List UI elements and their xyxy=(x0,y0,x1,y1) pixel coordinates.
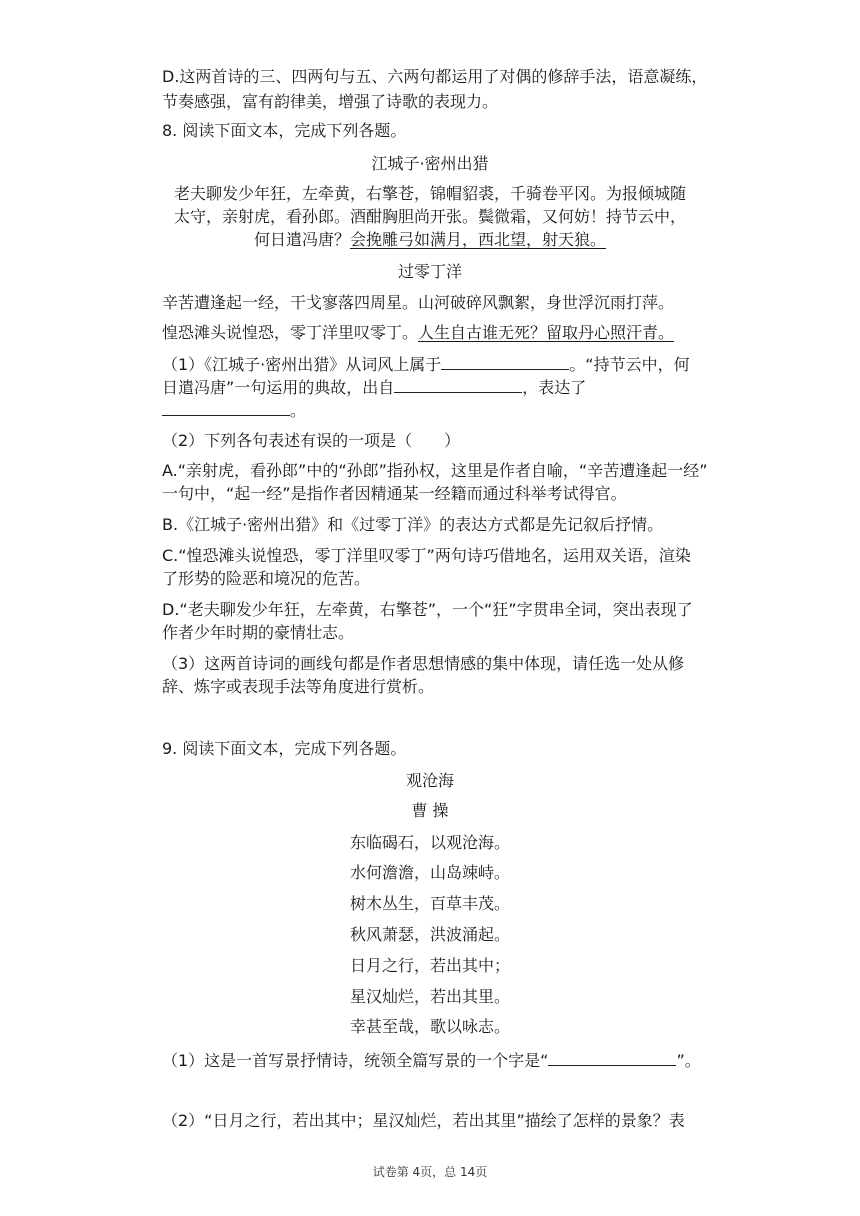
q8-option-d-line2: 作者少年时期的豪情壮志。 xyxy=(162,623,355,642)
q8-sub3-line2: 辞、炼字或表现手法等角度进行赏析。 xyxy=(162,677,435,696)
q8-option-a-line1: A.“亲射虎，看孙郎”中的“孙郎”指孙权，这里是作者自喻，“辛苦遭逢起一经” xyxy=(162,461,708,480)
q8-poem2-line1: 辛苦遭逢起一经，干戈寥落四周星。山河破碎风飘絮，身世浮沉雨打萍。 xyxy=(162,293,675,312)
q9-poem-line: 日月之行，若出其中； xyxy=(349,956,510,975)
q9-intro: 9. 阅读下面文本，完成下列各题。 xyxy=(162,739,407,758)
q8-poem1-line2: 太守，亲射虎，看孙郎。酒酣胸胆尚开张。鬓微霜，又何妨！持节云中， xyxy=(173,207,686,226)
page-footer: 试卷第 4页，总 14页 xyxy=(372,1165,488,1179)
q8-intro: 8. 阅读下面文本，完成下列各题。 xyxy=(162,121,407,140)
q8-poem2-line2 xyxy=(162,322,674,344)
q9-sub1 xyxy=(162,1049,701,1072)
q8-option-c-line1: C.“惶恐滩头说惶恐，零丁洋里叹零丁”两句诗巧借地名，运用双关语，渲染 xyxy=(162,546,691,565)
q9-poem-line: 幸甚至哉，歌以咏志。 xyxy=(349,1017,510,1036)
q8-sub1-text-d: ，表达了 xyxy=(522,378,587,397)
q9-poem-title: 观沧海 xyxy=(405,771,454,790)
q8-option-c-line2: 了形势的险恶和境况的危苦。 xyxy=(162,569,371,588)
q9-poem-line: 水何澹澹，山岛竦峙。 xyxy=(349,863,510,882)
q9-sub2: （2）“日月之行，若出其中；星汉灿烂，若出其里”描绘了怎样的景象？表 xyxy=(162,1111,685,1130)
q9-poem-line: 树木丛生，百草丰茂。 xyxy=(349,894,510,913)
q8-sub2: （2）下列各句表述有误的一项是（ ） xyxy=(162,431,461,450)
q8-sub3-line1: （3）这两首诗词的画线句都是作者思想情感的集中体现，请任选一处从修 xyxy=(162,654,685,673)
answer-blank[interactable] xyxy=(548,1049,676,1066)
answer-blank[interactable] xyxy=(441,353,569,370)
q8-sub1-text-e: 。 xyxy=(290,401,307,420)
q8-poem1-line3 xyxy=(0,229,860,251)
q8-poem1-line3-plain: 何日遣冯唐？ xyxy=(253,230,350,249)
q8-sub1-line3 xyxy=(162,399,306,422)
q9-poem-author: 曹 操 xyxy=(411,801,449,820)
answer-blank[interactable] xyxy=(394,376,522,393)
q8-sub1-text-c: 日遣冯唐”一句运用的典故，出自 xyxy=(162,378,395,397)
q8-poem2-line2-plain: 惶恐滩头说惶恐，零丁洋里叹零丁。 xyxy=(162,323,419,342)
q8-sub1-line2 xyxy=(162,376,586,399)
q9-poem-line: 秋风萧瑟，洪波涌起。 xyxy=(349,925,510,944)
q8-option-b: B.《江城子·密州出猎》和《过零丁洋》的表达方式都是先记叙后抒情。 xyxy=(162,515,664,534)
q8-poem1-title: 江城子·密州出猎 xyxy=(371,154,489,173)
q7-option-d-line1: D.这两首诗的三、四两句与五、六两句都运用了对偶的修辞手法，语意凝练， xyxy=(162,67,708,86)
q8-sub1-text-b: 。“持节云中，何 xyxy=(569,355,690,374)
q9-sub1-text-a: （1）这是一首写景抒情诗，统领全篇写景的一个字是“ xyxy=(162,1051,549,1070)
q7-option-d-line2: 节奏感强，富有韵律美，增强了诗歌的表现力。 xyxy=(162,92,499,111)
answer-blank[interactable] xyxy=(162,399,290,416)
q8-sub1-line1 xyxy=(162,353,690,376)
q8-poem2-title: 过零丁洋 xyxy=(397,262,462,281)
q8-poem2-underlined-sentence: 人生自古谁无死？留取丹心照汗青。 xyxy=(418,323,675,342)
q9-poem-line: 星汉灿烂，若出其里。 xyxy=(349,987,510,1006)
q8-option-d-line1: D.“老夫聊发少年狂，左牵黄，右擎苍”，一个“狂”字贯串全词，突出表现了 xyxy=(162,600,693,619)
q8-poem1-line1: 老夫聊发少年狂，左牵黄，右擎苍，锦帽貂裘，千骑卷平冈。为报倾城随 xyxy=(173,184,686,203)
q8-option-a-line2: 一句中，“起一经”是指作者因精通某一经籍而通过科举考试得官。 xyxy=(162,484,627,503)
q9-poem-line: 东临碣石，以观沧海。 xyxy=(349,833,510,852)
q8-poem1-underlined-sentence: 会挽雕弓如满月，西北望，射天狼。 xyxy=(350,230,607,249)
q8-sub1-text-a: （1）《江城子·密州出猎》从词风上属于 xyxy=(162,355,442,374)
q9-sub1-text-b: ”。 xyxy=(676,1051,701,1070)
